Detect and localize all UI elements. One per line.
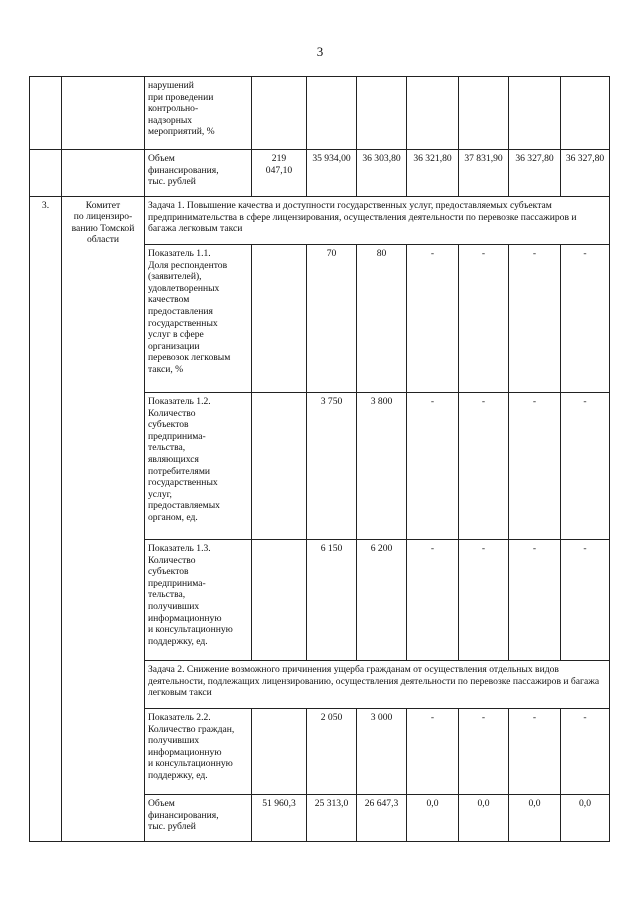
value-cell: - (509, 709, 561, 795)
value-cell: 0,0 (561, 795, 610, 842)
value-cell (307, 77, 357, 150)
value-cell: 3 750 (307, 393, 357, 540)
value-cell (357, 77, 407, 150)
value-cell: - (459, 245, 509, 393)
indicator-text: Показатель 1.3. Количество субъектов предпринима- тельства, получивших информационную и консультационную поддержку, ед. (145, 540, 252, 661)
program-table (29, 76, 610, 842)
value-cell: - (459, 540, 509, 661)
cell-executor (62, 77, 145, 150)
value-cell: 6 150 (307, 540, 357, 661)
value-cell: 70 (307, 245, 357, 393)
value-cell: 35 934,00 (307, 150, 357, 197)
value-cell (509, 77, 561, 150)
value-cell: 80 (357, 245, 407, 393)
task-1: Задача 1. Повышение качества и доступности государственных услуг, предоставляемых субъектам предпринимательства в сфере лицензирования, осуществления деятельности по перевозке пассажиров и багажа легковым такси (145, 197, 610, 245)
value-cell: 36 303,80 (357, 150, 407, 197)
cell-executor (62, 150, 145, 197)
value-cell: 37 831,90 (459, 150, 509, 197)
value-cell (252, 393, 307, 540)
value-cell: - (407, 245, 459, 393)
value-cell (252, 709, 307, 795)
indicator-text: нарушений при проведении контрольно- надзорных мероприятий, % (145, 77, 252, 150)
value-cell: - (509, 393, 561, 540)
value-cell: 26 647,3 (357, 795, 407, 842)
indicator-text: Показатель 1.2. Количество субъектов предпринима- тельства, являющихся потребителями государственных услуг, предоставляемых органом, ед. (145, 393, 252, 540)
value-cell: - (509, 540, 561, 661)
value-cell: - (509, 245, 561, 393)
value-cell: 36 321,80 (407, 150, 459, 197)
value-cell: 6 200 (357, 540, 407, 661)
value-cell: - (561, 393, 610, 540)
value-cell: - (459, 393, 509, 540)
indicator-text: Показатель 1.1. Доля респондентов (заявителей), удовлетворенных качеством предоставления государственных услуг в сфере организации перевозок легковым такси, % (145, 245, 252, 393)
value-cell (561, 77, 610, 150)
financing-label: Объем финансирования, тыс. рублей (145, 795, 252, 842)
cell-number (30, 77, 62, 150)
value-cell: 0,0 (459, 795, 509, 842)
value-cell: 3 800 (357, 393, 407, 540)
value-cell: - (407, 709, 459, 795)
value-cell: - (407, 540, 459, 661)
value-cell: 3 000 (357, 709, 407, 795)
indicator-text: Показатель 2.2. Количество граждан, получивших информационную и консультационную поддержку, ед. (145, 709, 252, 795)
value-cell (459, 77, 509, 150)
value-cell (252, 77, 307, 150)
value-cell: 36 327,80 (561, 150, 610, 197)
value-cell (252, 540, 307, 661)
executor-name: Комитет по лицензиро- ванию Томской области (62, 197, 145, 842)
value-cell: 2 050 (307, 709, 357, 795)
value-cell: - (459, 709, 509, 795)
value-cell: 0,0 (509, 795, 561, 842)
cell-number (30, 150, 62, 197)
page-number: 3 (316, 44, 324, 59)
value-cell (252, 245, 307, 393)
task-row (30, 197, 610, 245)
value-cell: - (407, 393, 459, 540)
value-cell: 219 047,10 (252, 150, 307, 197)
value-cell: - (561, 709, 610, 795)
section-number: 3. (30, 197, 62, 842)
value-cell (407, 77, 459, 150)
task-2: Задача 2. Снижение возможного причинения ущерба гражданам от осуществления отдельных видов деятельности, подлежащих лицензированию, осуществления деятельности по перевозке пассажиров и багажа легковым такси (145, 661, 610, 709)
table-row (30, 77, 610, 150)
value-cell: 36 327,80 (509, 150, 561, 197)
financing-row (30, 150, 610, 197)
value-cell: 25 313,0 (307, 795, 357, 842)
value-cell: - (561, 245, 610, 393)
financing-label: Объем финансирования, тыс. рублей (145, 150, 252, 197)
value-cell: 51 960,3 (252, 795, 307, 842)
value-cell: - (561, 540, 610, 661)
value-cell: 0,0 (407, 795, 459, 842)
